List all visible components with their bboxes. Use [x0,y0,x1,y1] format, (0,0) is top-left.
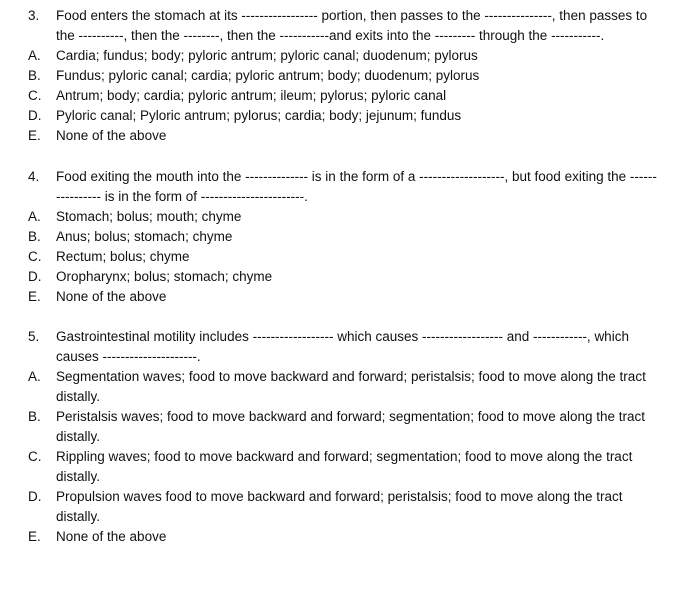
option-letter: E. [28,289,41,304]
option-b [28,66,660,86]
option-letter: A. [28,209,41,224]
option-text: Rectum; bolus; chyme [56,249,190,264]
option-c [28,447,660,487]
option-letter: E. [28,529,41,544]
option-text: None of the above [56,289,167,304]
option-text: Segmentation waves; food to move backward and forward; peristalsis; food to move along the tract distally. [56,369,646,404]
option-letter: B. [28,409,41,424]
option-text: Propulsion waves food to move backward and forward; peristalsis; food to move along the tract distally. [56,489,623,524]
option-letter: B. [28,229,41,244]
option-e [28,527,660,547]
question-3 [28,6,660,146]
option-letter: E. [28,128,41,143]
option-letter: A. [28,369,41,384]
option-d [28,106,660,126]
option-e [28,126,660,146]
option-text: Antrum; body; cardia; pyloric antrum; ileum; pylorus; pyloric canal [56,88,447,103]
option-letter: C. [28,88,42,103]
option-b [28,227,660,247]
option-letter: B. [28,68,41,83]
question-stem: Food enters the stomach at its ----------------- portion, then passes to the ---------------, then passes to the ----------, then the --------, then the -----------and exits into the --------- through the -----------. [56,8,648,43]
option-text: Peristalsis waves; food to move backward and forward; segmentation; food to move along the tract distally. [56,409,646,444]
option-c [28,247,660,267]
option-letter: C. [28,449,42,464]
option-d [28,487,660,527]
question-stem: Gastrointestinal motility includes ------------------ which causes ------------------ and ------------, which causes ---------------------. [56,329,629,364]
option-d [28,267,660,287]
question-number: 4. [28,169,40,184]
question-number: 3. [28,8,40,23]
question-4 [28,167,660,307]
option-text: Stomach; bolus; mouth; chyme [56,209,242,224]
option-text: Fundus; pyloric canal; cardia; pyloric antrum; body; duodenum; pylorus [56,68,480,83]
option-text: None of the above [56,128,167,143]
option-c [28,86,660,106]
option-letter: D. [28,108,42,123]
question-stem-row [28,6,660,46]
option-a [28,207,660,227]
option-letter: D. [28,269,42,284]
question-stem-row [28,327,660,367]
option-a [28,367,660,407]
question-stem: Food exiting the mouth into the -------------- is in the form of a -------------------, but food exiting the ---------------- is in the form of -----------------------. [56,169,657,204]
question-stem-row [28,167,660,207]
option-letter: C. [28,249,42,264]
option-text: Cardia; fundus; body; pyloric antrum; pyloric canal; duodenum; pylorus [56,48,478,63]
question-5 [28,327,660,547]
option-text: Oropharynx; bolus; stomach; chyme [56,269,273,284]
question-number: 5. [28,329,40,344]
option-text: Anus; bolus; stomach; chyme [56,229,233,244]
option-letter: A. [28,48,41,63]
option-text: None of the above [56,529,167,544]
option-text: Pyloric canal; Pyloric antrum; pylorus; cardia; body; jejunum; fundus [56,108,462,123]
option-b [28,407,660,447]
option-e [28,287,660,307]
option-letter: D. [28,489,42,504]
option-a [28,46,660,66]
option-text: Rippling waves; food to move backward and forward; segmentation; food to move along the tract distally. [56,449,633,484]
